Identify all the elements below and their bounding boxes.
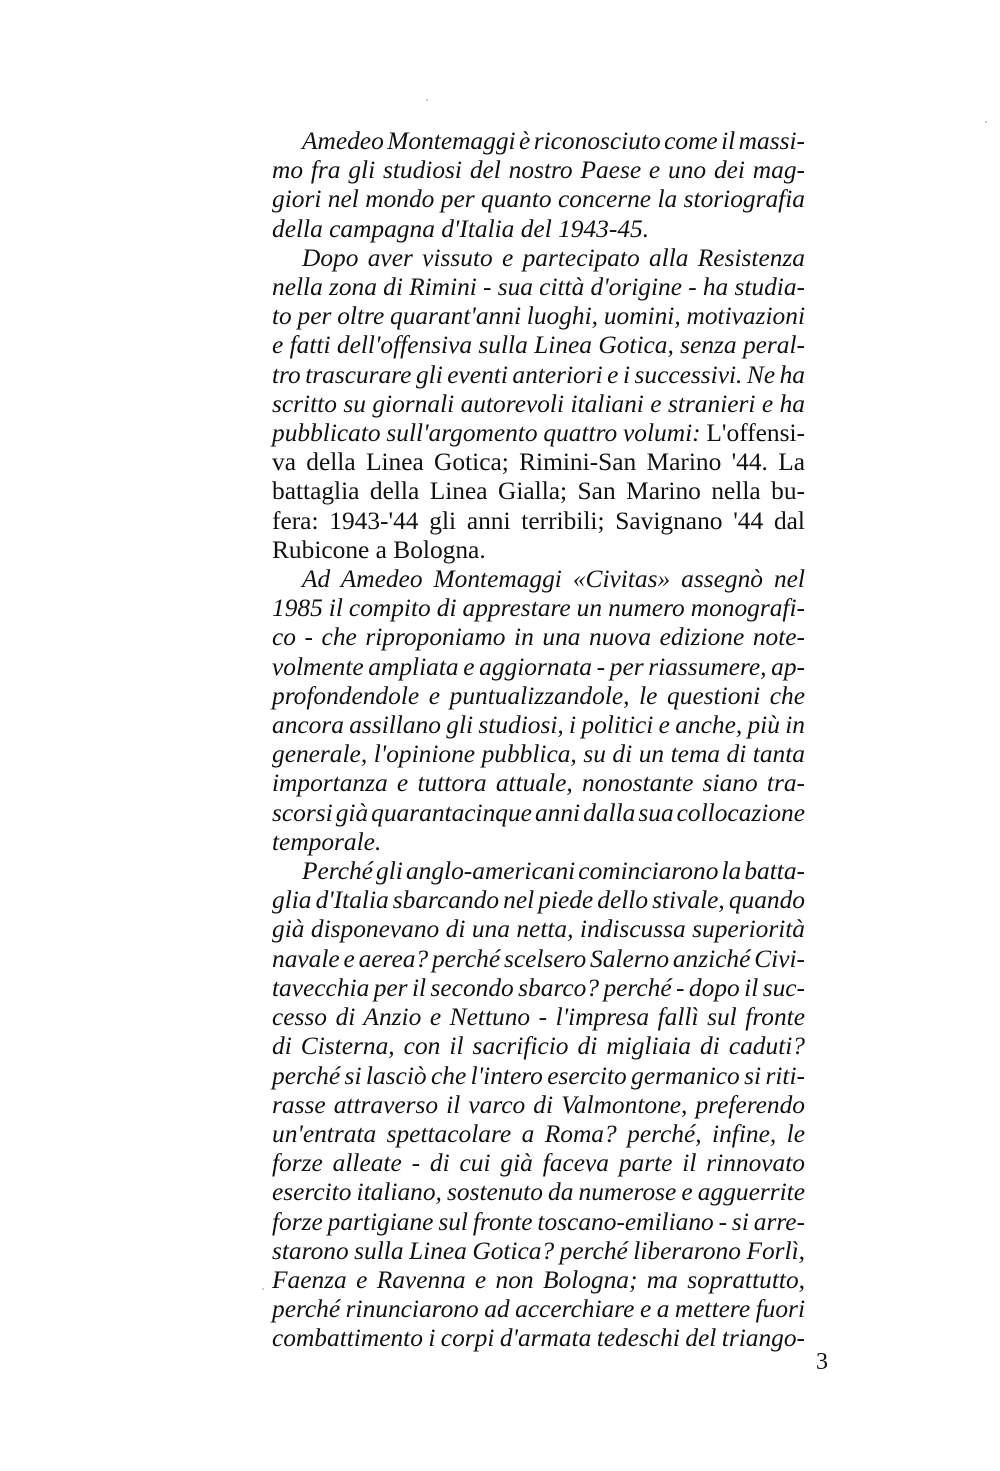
text-line: importanza e tuttora attuale, nonostante siano tra- (272, 769, 805, 798)
text-line: temporale. (272, 827, 382, 856)
text-line: di Cisterna, con il sacrificio di migliaia di caduti? (272, 1032, 805, 1061)
paragraph-author-intro (272, 127, 835, 244)
page-number: 3 (816, 1349, 828, 1375)
text-line: Dopo aver vissuto e partecipato alla Resistenza (302, 243, 805, 272)
text-line: to per oltre quarant'anni luoghi, uomini, motivazioni (272, 302, 805, 331)
text-line: 1985 il compito di apprestare un numero monografi- (272, 594, 805, 623)
text-line: co - che riproponiamo in una nuova edizione note- (272, 623, 805, 652)
scan-speck (262, 1288, 264, 1290)
text-line: navale e aerea? perché scelsero Salerno anziché Civi- (272, 944, 805, 973)
text-line: combattimento i corpi d'armata tedeschi del triango- (272, 1324, 805, 1353)
text-line: volmente ampliata e aggiornata - per riassumere, ap- (272, 652, 805, 681)
text-line: scritto su giornali autorevoli italiani e stranieri e ha (272, 389, 805, 418)
text-line: Faenza e Ravenna e non Bologna; ma soprattutto, (272, 1265, 805, 1294)
text-line: esercito italiano, sostenuto da numerose e agguerrite (272, 1178, 805, 1207)
text-line: Amedeo Montemaggi è riconosciuto come il massi- (302, 127, 805, 155)
text-line: rasse attraverso il varco di Valmontone, preferendo (272, 1090, 805, 1119)
text-line: glia d'Italia sbarcando nel piede dello stivale, quando (272, 886, 805, 915)
text-line: Rubicone a Bologna. (272, 535, 486, 564)
text-line: un'entrata spettacolare a Roma? perché, infine, le (272, 1119, 805, 1148)
paragraph-civitas (272, 565, 835, 857)
text-line: Ad Amedeo Montemaggi «Civitas» assegnò nel (302, 565, 805, 594)
text-line: forze alleate - di cui già faceva parte il rinnovato (272, 1149, 805, 1178)
text-line: forze partigiane sul fronte toscano-emiliano - si arre- (272, 1207, 805, 1236)
text-line-mixed (272, 419, 835, 448)
text-line: scorsi già quarantacinque anni dalla sua collocazione (272, 798, 805, 827)
text-line: tavecchia per il secondo sbarco? perché - dopo il suc- (272, 973, 805, 1002)
text-line: ancora assillano gli studiosi, i politici e anche, più in (272, 711, 805, 740)
book-page-text (272, 127, 835, 1354)
text-line: battaglia della Linea Gialla; San Marino nella bu- (272, 477, 805, 506)
paragraph-questions (272, 857, 835, 1353)
text-line: profondendole e puntualizzandole, le questioni che (272, 681, 805, 710)
text-line: cesso di Anzio e Nettuno - l'impresa fallì sul fronte (272, 1003, 805, 1032)
text-line: generale, l'opinione pubblica, su di un tema di tanta (272, 740, 805, 769)
text-line-italic-part: pubblicato sull'argomento quattro volumi: (272, 419, 701, 448)
text-line: giori nel mondo per quanto concerne la storiografia (272, 185, 805, 214)
text-line: nella zona di Rimini - sua città d'origine - ha studia- (272, 273, 805, 302)
text-line: della campagna d'Italia del 1943-45. (272, 214, 650, 243)
text-line: starono sulla Linea Gotica? perché liberarono Forlì, (272, 1236, 805, 1265)
scan-speck (426, 99, 428, 101)
scan-speck (985, 121, 987, 123)
text-line: già disponevano di una netta, indiscussa superiorità (272, 915, 805, 944)
paragraph-author-works (272, 244, 835, 565)
text-line: perché rinunciarono ad accerchiare e a mettere fuori (272, 1295, 805, 1324)
text-line-roman-part: L'offensi- (700, 419, 806, 448)
text-line: perché si lasciò che l'intero esercito germanico si riti- (272, 1061, 805, 1090)
text-line: tro trascurare gli eventi anteriori e i successivi. Ne ha (272, 360, 805, 389)
text-line: Perché gli anglo-americani cominciarono la batta- (302, 857, 805, 886)
text-line: va della Linea Gotica; Rimini-San Marino '44. La (272, 448, 805, 477)
text-line: fera: 1943-'44 gli anni terribili; Savignano '44 dal (272, 506, 805, 535)
text-line: mo fra gli studiosi del nostro Paese e uno dei mag- (272, 156, 805, 185)
text-line: e fatti dell'offensiva sulla Linea Gotica, senza peral- (272, 331, 805, 360)
